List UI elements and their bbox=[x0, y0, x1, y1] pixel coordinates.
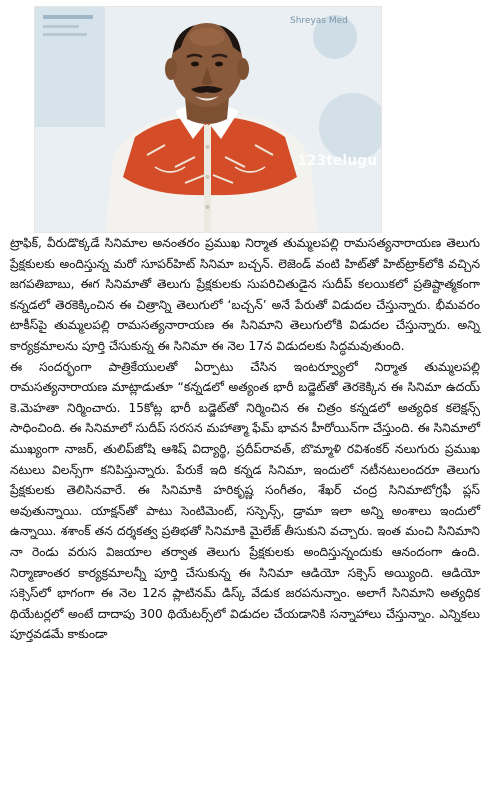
article-paragraph-2: ఈ సందర్భంగా పాత్రికేయులతో ఏర్పాటు చేసిన ఇంటర్వ్యూలో నిర్మాత తుమ్మలపల్లి రామసత్యనారాయణ మాట్లాడుతూ “కన్నడలో అత్యంత భారీ బడ్జెట్‌తో తెరకెక్కిన ఈ సినిమా ఉదయ్ కె.మెహతా నిర్మించారు. 15కోట్ల భారీ బడ్జెట్‌తో నిర్మించిన ఈ చిత్రం కన్నడలో అత్యధిక కలెక్షన్స్ సాధించింది. ఈ సినిమాలో సుదీప్ సరసన మహాత్మా ఫేమ్ భావన హీరోయిన్‌గా చేస్తుంది. ఈ సినిమాలో ముఖ్యంగా నాజర్, తులిప్‌జోషి ఆశిష్ విద్యార్థి, ప్రదీప్‌రావత్, బొమ్మాళి రవిశంకర్ నలుగురు ప్రముఖ నటులు విలన్స్‌గా కనిపిస్తున్నారు. పేరుకే ఇది కన్నడ సినిమా, ఇందులో నటీనటులందరూ తెలుగు ప్రేక్షకులకు తెలిసినవారే. ఈ సినిమాకి హరికృష్ణ సంగీతం, శేఖర్ చంద్ర సినిమాటోగ్రఫీ ప్లస్ అవుతున్నాయి. యాక్షన్‌తో పాటు సెంటిమెంట్, సస్పెన్స్, డ్రామా ఇలా అన్ని అంశాలు ఇందులో ఉన్నాయి. శశాంక్ తన దర్శకత్వ ప్రతిభతో సినిమాకి మైలేజ్ తీసుకుని వచ్చారు. ఇంత మంచి సినిమాని నా రెండు వరుస విజయాల తర్వాత తెలుగు ప్రేక్షకులకు అందిస్తున్నందుకు ఆనందంగా ఉంది. నిర్మాణాంతర కార్యక్రమాలన్నీ పూర్తి చేసుకున్న ఈ సినిమా ఆడియో సక్సెస్ అయ్యింది. ఆడియో సక్సెస్‌లో భాగంగా ఈ నెల 12న ప్లాటినమ్ డిస్క్ వేడుక జరపనున్నాం. అలాగే సినిమాని అత్యధిక థియేటర్లలో అంటే దాదాపు 300 థియేటర్స్‌లో విడుదల చేయడానికి సన్నాహాలు చేస్తున్నాం. ఎన్నికలు పూర్తవడమే కాకుండా bbox=[10, 359, 480, 642]
article-body bbox=[10, 233, 480, 645]
backdrop-text: Shreyas Med bbox=[290, 16, 348, 26]
article-paragraph-1: ట్రాఫిక్, వీరుడొక్కడే సినిమాల అనంతరం ప్రముఖ నిర్మాత తుమ్మలపల్లి రామసత్యనారాయణ తెలుగు ప్రేక్షకులకు అందిస్తున్న మరో సూపర్‌హిట్ సినిమా బచ్చన్. లెజెండ్ వంటి హిట్‌తో హిట్‌ట్రాక్‌లోకి వచ్చిన జగపతిబాబు, ఈగ సినిమాతో తెలుగు ప్రేక్షకులకు సుపరిచితుడైన సుదీప్ కలయికలో ప్రతిష్టాత్మకంగా కన్నడలో తెరకెక్కించిన ఈ చిత్రాన్ని తెలుగులో ‘బచ్చన్’ అనే పేరుతో విడుదల చేస్తున్నారు. భీమవరం టాకీస్‌పై తుమ్మలపల్లి రామసత్యనారాయణ ఈ సినిమాని తెలుగులోకి విడుదల చేస్తున్నారు. అన్ని కార్యక్రమాలను పూర్తి చేసుకున్న ఈ సినిమా ఈ నెల 17న విడుదలకు సిద్ధమవుతుంది. bbox=[10, 236, 480, 353]
watermark-text: 123telugu bbox=[297, 153, 378, 169]
article-photo bbox=[34, 6, 382, 233]
